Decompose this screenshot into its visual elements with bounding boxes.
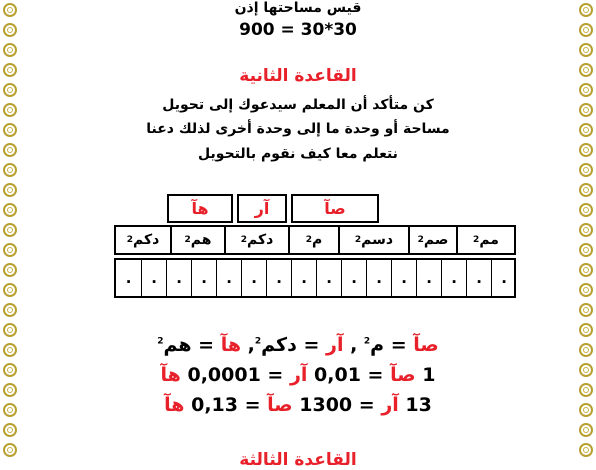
border-ring-ornament [3,423,17,437]
digit-cell: . [416,260,441,296]
border-ring-ornament [3,283,17,297]
border-ring-ornament [579,83,593,97]
rule-2-paragraph-line-3: نتعلم معا كيف نقوم بالتحويل [198,146,398,162]
border-ring-ornament [579,43,593,57]
border-ring-ornament [3,403,17,417]
border-ring-ornament [579,263,593,277]
digit-cell: . [166,260,191,296]
unit-cell-dkm: دكم 2 [126,232,160,248]
unit-cell-m: م 2 [288,227,338,253]
border-ring-ornament [579,283,593,297]
border-ring-ornament [3,163,17,177]
border-ring-ornament [3,63,17,77]
unit-cell-sm: صم 2 [408,227,456,253]
digit-cell: . [316,260,341,296]
border-ring-ornament [3,203,17,217]
digit-cell: . [141,260,166,296]
rule-2-paragraph-line-2: مساحة أو وحدة ما إلى وحدة أخرى لذلك دعنا [146,121,450,137]
border-ring-ornament [3,323,17,337]
unit-cell-mm: مم 2 [456,227,514,253]
unit-cell-hm: هم 2 [170,227,224,253]
digit-cell: . [466,260,491,296]
border-ring-ornament [579,243,593,257]
decorative-border-right [576,0,596,470]
unit-cell-dsm: دسم 2 [338,227,408,253]
border-ring-ornament [3,123,17,137]
border-ring-ornament [3,343,17,357]
digit-cell: . [125,269,132,287]
border-ring-ornament [579,223,593,237]
border-ring-ornament [579,363,593,377]
unit-label-ha: هآ [167,194,233,223]
unit-label-ca: صآ [291,194,379,223]
border-ring-ornament [579,403,593,417]
digits-row [114,258,516,298]
border-ring-ornament [579,383,593,397]
border-ring-ornament [3,43,17,57]
border-ring-ornament [579,323,593,337]
border-ring-ornament [579,3,593,17]
digit-cell: . [241,260,266,296]
digit-cell: . [341,260,366,296]
area-units-header-row [167,194,379,223]
digit-cell: . [266,260,291,296]
unit-label-are: آر [237,194,287,223]
digit-cell: . [491,260,516,296]
border-ring-ornament [579,183,593,197]
digit-cell: . [191,260,216,296]
border-ring-ornament [3,383,17,397]
digit-cell: . [441,260,466,296]
border-ring-ornament [579,163,593,177]
rule-2-title: القاعدة الثانية [239,66,357,86]
border-ring-ornament [3,183,17,197]
unit-cell-dkm-2: دكم 2 [224,227,288,253]
equation-conversion-1: 1 صآ = 0,01 آر = 0,0001 هآ [160,364,436,386]
border-ring-ornament [579,123,593,137]
equation-unit-equivalence: صآ = م$^2$ , آر = دكم$^2$, هآ = هم$^2$ [157,334,439,356]
border-ring-ornament [3,303,17,317]
border-ring-ornament [3,23,17,37]
border-ring-ornament [3,143,17,157]
border-ring-ornament [3,3,17,17]
border-ring-ornament [579,63,593,77]
border-ring-ornament [3,223,17,237]
border-ring-ornament [579,443,593,457]
border-ring-ornament [3,103,17,117]
border-ring-ornament [3,263,17,277]
decorative-border-left [0,0,20,470]
rule-2-paragraph-line-1: كن متأكد أن المعلم سيدعوك إلى تحويل [162,97,434,113]
units-row [114,225,516,255]
border-ring-ornament [579,23,593,37]
digit-cell: . [216,260,241,296]
border-ring-ornament [579,103,593,117]
digit-cell: . [291,260,316,296]
border-ring-ornament [579,303,593,317]
border-ring-ornament [579,423,593,437]
border-ring-ornament [579,143,593,157]
header-line-1: قيس مساحتها إذن [234,0,362,16]
border-ring-ornament [3,363,17,377]
digit-cell: . [366,260,391,296]
border-ring-ornament [3,243,17,257]
equation-conversion-2: 13 آر = 1300 صآ = 0,13 هآ [164,394,432,416]
border-ring-ornament [579,343,593,357]
border-ring-ornament [579,203,593,217]
border-ring-ornament [3,83,17,97]
header-line-2: 900 = 30*30 [239,20,357,40]
border-ring-ornament [3,443,17,457]
rule-3-title: القاعدة الثالثة [239,450,357,470]
digit-cell: . [391,260,416,296]
